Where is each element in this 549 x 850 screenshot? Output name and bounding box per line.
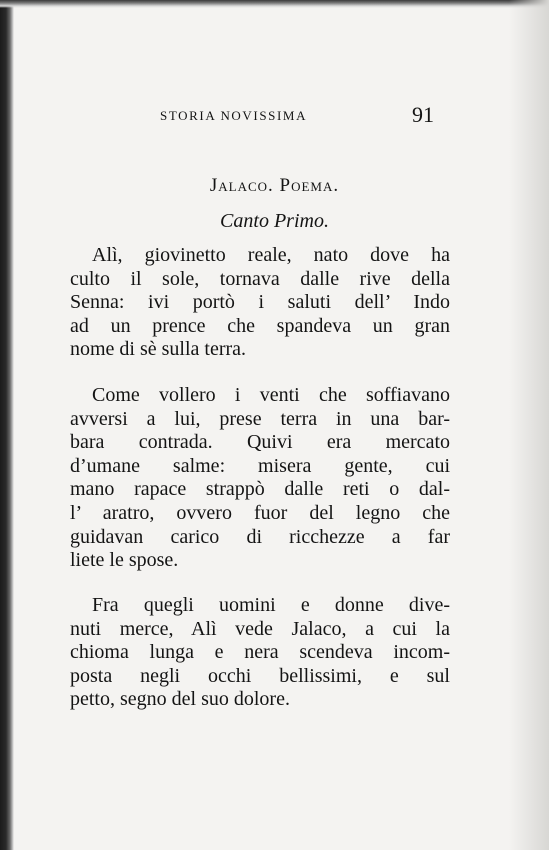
text-line: petto, segno del suo dolore. bbox=[70, 688, 290, 711]
text-line: nuti merce, Alì vede Jalaco, a cui la bbox=[70, 617, 450, 640]
paragraph-1 bbox=[70, 244, 450, 362]
text-line: l’ aratro, ovvero fuor del legno che bbox=[70, 501, 450, 524]
page-top-edge bbox=[0, 0, 549, 8]
text-line: avversi a lui, prese terra in una bar- bbox=[70, 407, 450, 430]
text-line: liete le spose. bbox=[70, 549, 179, 572]
text-line: d’umane salme: misera gente, cui bbox=[70, 454, 450, 477]
page-right-shading bbox=[509, 0, 549, 850]
paragraph-3 bbox=[70, 594, 450, 712]
text-line: culto il sole, tornava dalle rive della bbox=[70, 267, 450, 290]
text-line: Alì, giovinetto reale, nato dove ha bbox=[92, 244, 450, 266]
text-line: chioma lunga e nera scendeva incom- bbox=[70, 641, 450, 664]
text-line: posta negli occhi bellissimi, e sul bbox=[70, 664, 450, 687]
text-line: mano rapace strappò dalle reti o dal- bbox=[70, 478, 450, 501]
paragraph-2 bbox=[70, 384, 450, 573]
text-line: nome di sè sulla terra. bbox=[70, 338, 247, 361]
text-line: ad un prence che spandeva un gran bbox=[70, 314, 450, 337]
text-line: Come vollero i venti che soffiavano bbox=[92, 384, 450, 406]
section-title: Jalaco. Poema. bbox=[209, 175, 340, 196]
page-number: 91 bbox=[412, 102, 434, 127]
book-spine-shadow bbox=[0, 0, 14, 850]
text-line: Senna: ivi portò i saluti dell’ Indo bbox=[70, 291, 450, 314]
text-line: Fra quegli uomini e donne dive- bbox=[92, 594, 450, 616]
text-line: guidavan carico di ricchezze a far bbox=[70, 525, 450, 548]
section-subtitle: Canto Primo. bbox=[220, 210, 329, 232]
running-header: STORIA NOVISSIMA bbox=[160, 108, 308, 123]
text-line: bara contrada. Quivi era mercato bbox=[70, 431, 450, 454]
